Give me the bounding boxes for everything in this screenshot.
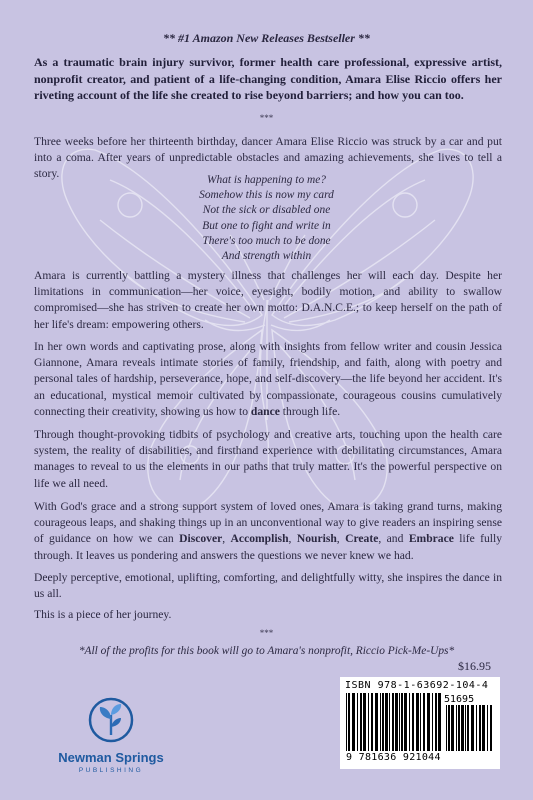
- profits-note: *All of the profits for this book will go to Amara's nonprofit, Riccio Pick-Me-Ups*: [78, 645, 455, 657]
- publisher-logo: [56, 697, 166, 774]
- sprout-icon: [88, 697, 134, 743]
- poem-line: There's too much to be done: [202, 234, 331, 247]
- paragraph-1: Three weeks before her thirteenth birthday, dancer Amara Elise Riccio was struck by a car and put into a coma. After years of unpredictable obstacles and amazing achievements, she lives to tell a story.: [34, 135, 502, 181]
- paragraph-5: With God's grace and a strong support system of loved ones, Amara is taking grand turns, making courageous leaps, and shaking things up in an unconventional way to give readers an inspiring sense of guidance on how we can Discover, Accomplish, Nourish, Create, and Embrace life fully through. It leaves us pondering and answers the questions we never knew we had.: [34, 500, 503, 562]
- paragraph-4: Through thought-provoking tidbits of psychology and creative arts, touching upon the health care system, the reality of disabilities, and firsthand experience with debilitating circumstances, Amara manages to reveal to us the elements in our paths that truly matter. It's the powerful perspective on life we all need.: [34, 428, 502, 490]
- paragraph-6: Deeply perceptive, emotional, uplifting, comforting, and delightfully witty, she inspires the dance in us all.: [34, 571, 502, 601]
- barcode-addon-number: 51695: [444, 694, 475, 705]
- poem-line: Somehow this is now my card: [199, 189, 334, 202]
- poem-line: But one to fight and write in: [202, 219, 331, 232]
- price-label: $16.95: [458, 659, 491, 673]
- poem: [0, 173, 533, 264]
- publisher-subtitle: PUBLISHING: [78, 767, 144, 774]
- paragraph-7: This is a piece of her journey.: [34, 608, 172, 621]
- separator-top: ***: [259, 113, 274, 123]
- barcode-ean-number: 9 781636 921044: [346, 752, 441, 763]
- paragraph-3: In her own words and captivating prose, along with insights from fellow writer and cousin Jessica Giannone, Amara reveals intimate stories of family, friendship, and faith, along with poetry and personal tales of hardship, perseverance, hope, and self-discovery—the life beyond her accident. It's an educational, mystical memoir cultivated by compassionate, courageous cousins cumulatively connecting their creativity, showing us how to dance through life.: [34, 340, 502, 418]
- poem-line: Not the sick or disabled one: [202, 204, 331, 217]
- poem-line: And strength within: [221, 250, 312, 263]
- isbn-text: ISBN 978-1-63692-104-4: [345, 680, 489, 691]
- publisher-name: Newman Springs: [58, 750, 164, 765]
- intro-paragraph: As a traumatic brain injury survivor, former health care professional, expressive artist, nonprofit creator, and patient of a life-changing condition, Amara Elise Riccio offers her riveting account of the life she created to rise beyond barriers; and how you can too.: [34, 55, 502, 102]
- poem-line: What is happening to me?: [207, 174, 326, 186]
- bestseller-tagline: ** #1 Amazon New Releases Bestseller **: [163, 31, 370, 45]
- separator-bottom: ***: [259, 628, 274, 638]
- dance-emphasis: dance: [250, 404, 280, 418]
- barcode-bars: [344, 693, 496, 753]
- paragraph-2: Amara is currently battling a mystery illness that challenges her will each day. Despite her limitations in communication—her voice, eyesight, bodily motion, and ability to swallow compromised—she has striven to create her own motto: D.A.N.C.E.; to keep herself on the path of her life's dream: empowering others.: [34, 269, 502, 331]
